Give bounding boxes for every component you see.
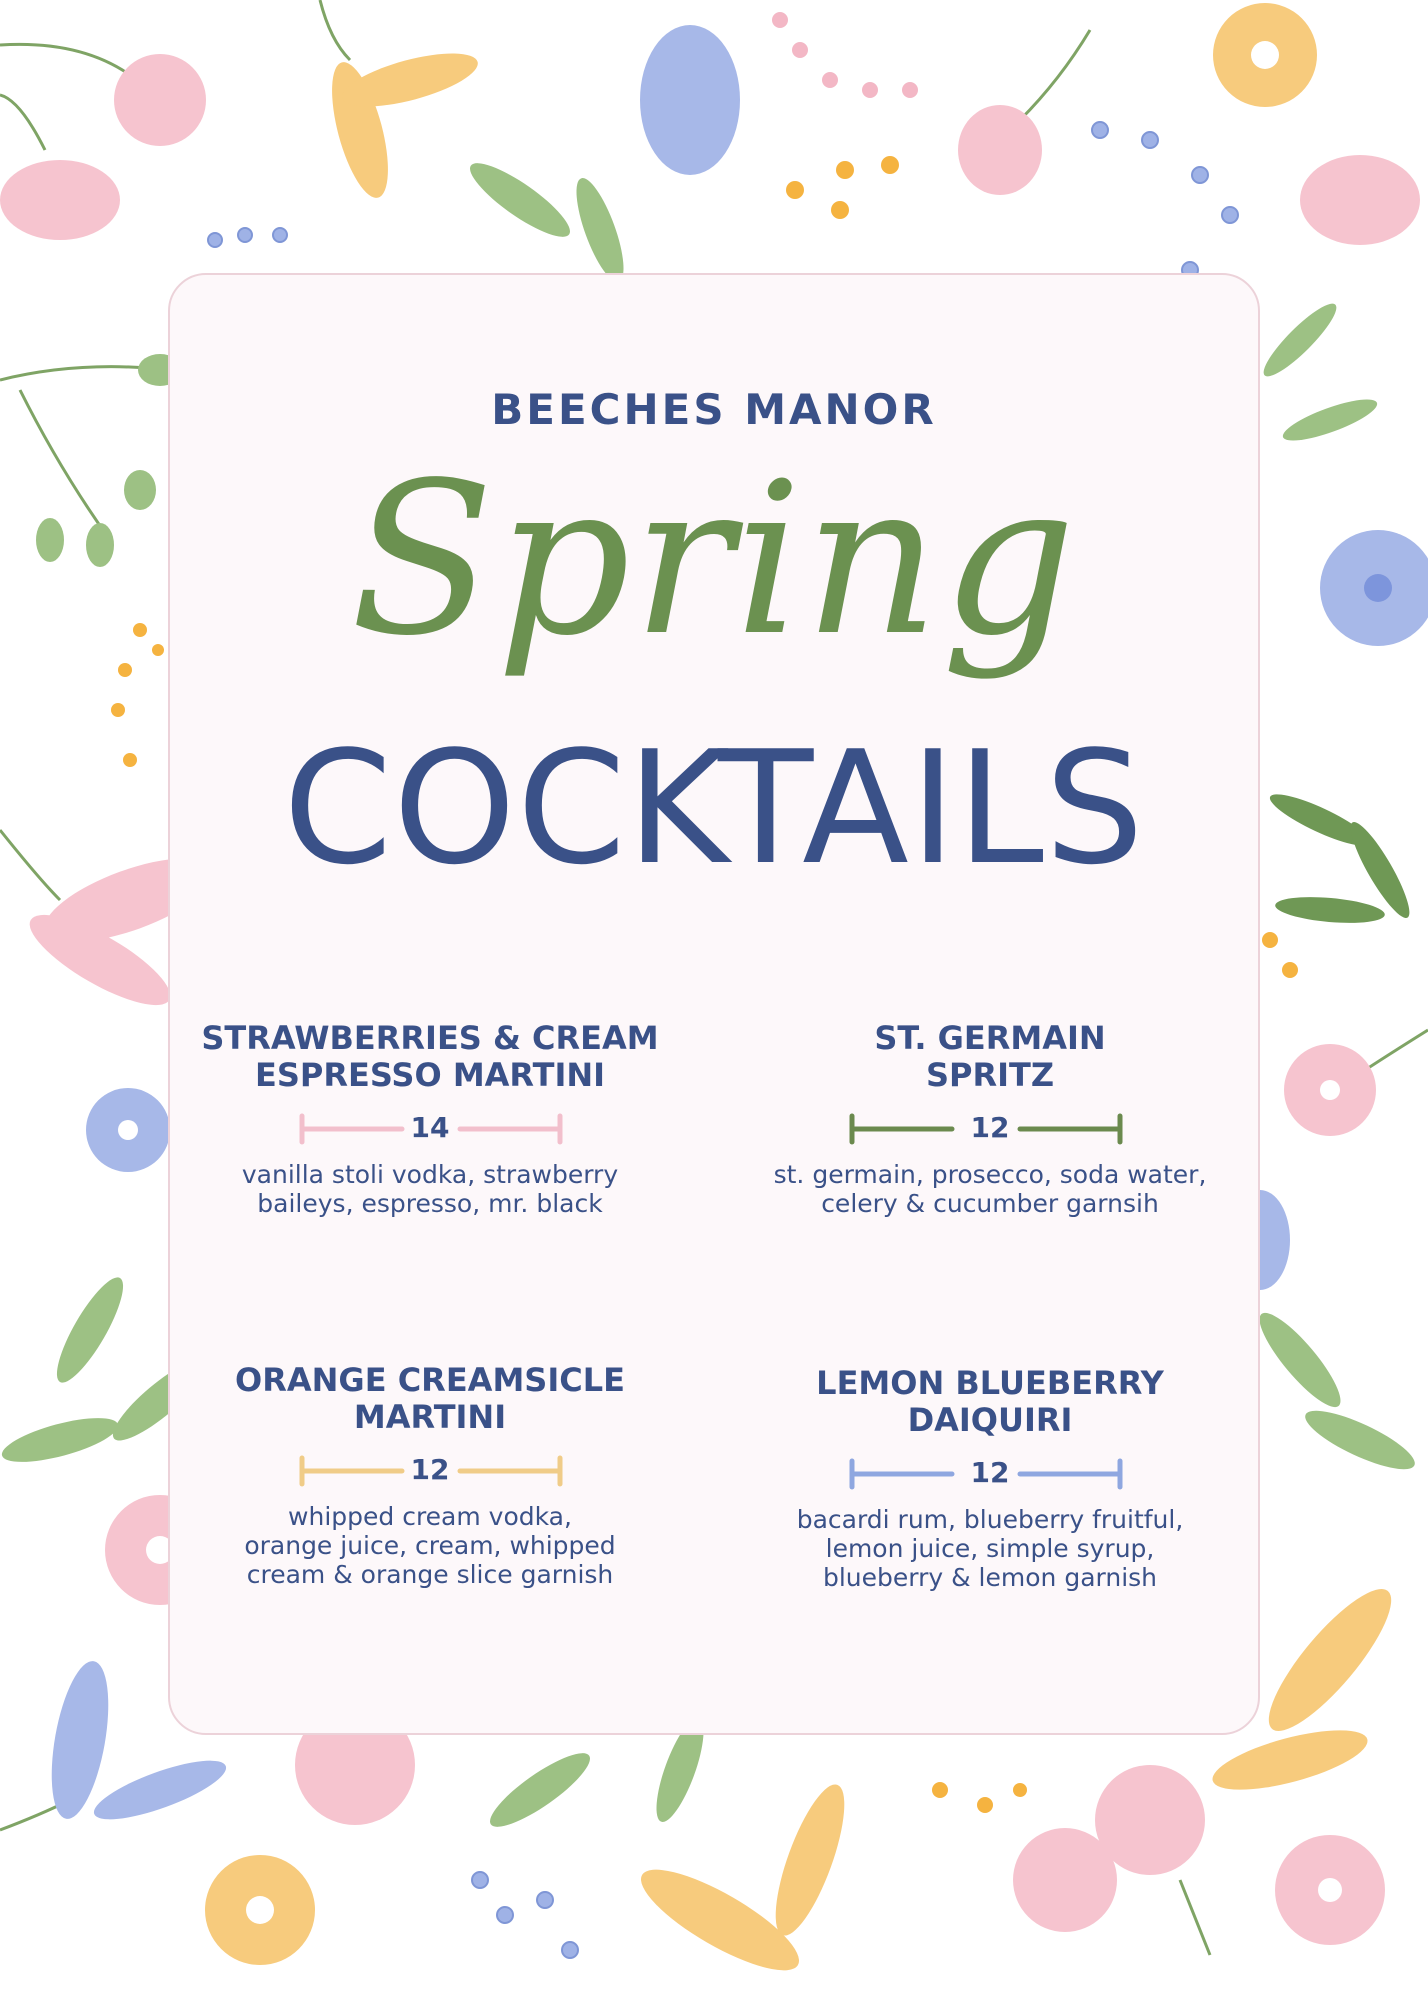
menu-item-description: vanilla stoli vodka, strawberry baileys, espresso, mr. black bbox=[241, 1160, 619, 1218]
menu-item bbox=[730, 1020, 1250, 1218]
price-row bbox=[170, 1450, 690, 1492]
menu-card bbox=[168, 273, 1260, 1735]
venue-name: BEECHES MANOR bbox=[491, 385, 937, 434]
menu-item-price: 12 bbox=[970, 1456, 1010, 1489]
menu-item-description: bacardi rum, blueberry fruitful, lemon juice, simple syrup, blueberry & lemon garnish bbox=[796, 1505, 1184, 1592]
menu-item bbox=[730, 1365, 1250, 1592]
menu-item bbox=[170, 1362, 690, 1589]
menu-item-name: LEMON BLUEBERRY DAIQUIRI bbox=[816, 1364, 1164, 1439]
price-row bbox=[730, 1108, 1250, 1150]
menu-item bbox=[170, 1020, 690, 1218]
menu-item-name: STRAWBERRIES & CREAM ESPRESSO MARTINI bbox=[201, 1019, 659, 1094]
menu-item-name: ORANGE CREAMSICLE MARTINI bbox=[235, 1361, 625, 1436]
menu-item-price: 14 bbox=[410, 1111, 450, 1144]
menu-item-price: 12 bbox=[410, 1453, 450, 1486]
menu-item-description: st. germain, prosecco, soda water, celery & cucumber garnsih bbox=[773, 1160, 1207, 1218]
main-title: COCKTAILS bbox=[283, 717, 1145, 899]
price-row bbox=[170, 1108, 690, 1150]
menu-item-description: whipped cream vodka, orange juice, cream, whipped cream & orange slice garnish bbox=[244, 1502, 616, 1589]
menu-item-price: 12 bbox=[970, 1111, 1010, 1144]
price-row bbox=[730, 1453, 1250, 1495]
script-title: Spring bbox=[350, 437, 1078, 682]
menu-item-name: ST. GERMAIN SPRITZ bbox=[874, 1019, 1106, 1094]
